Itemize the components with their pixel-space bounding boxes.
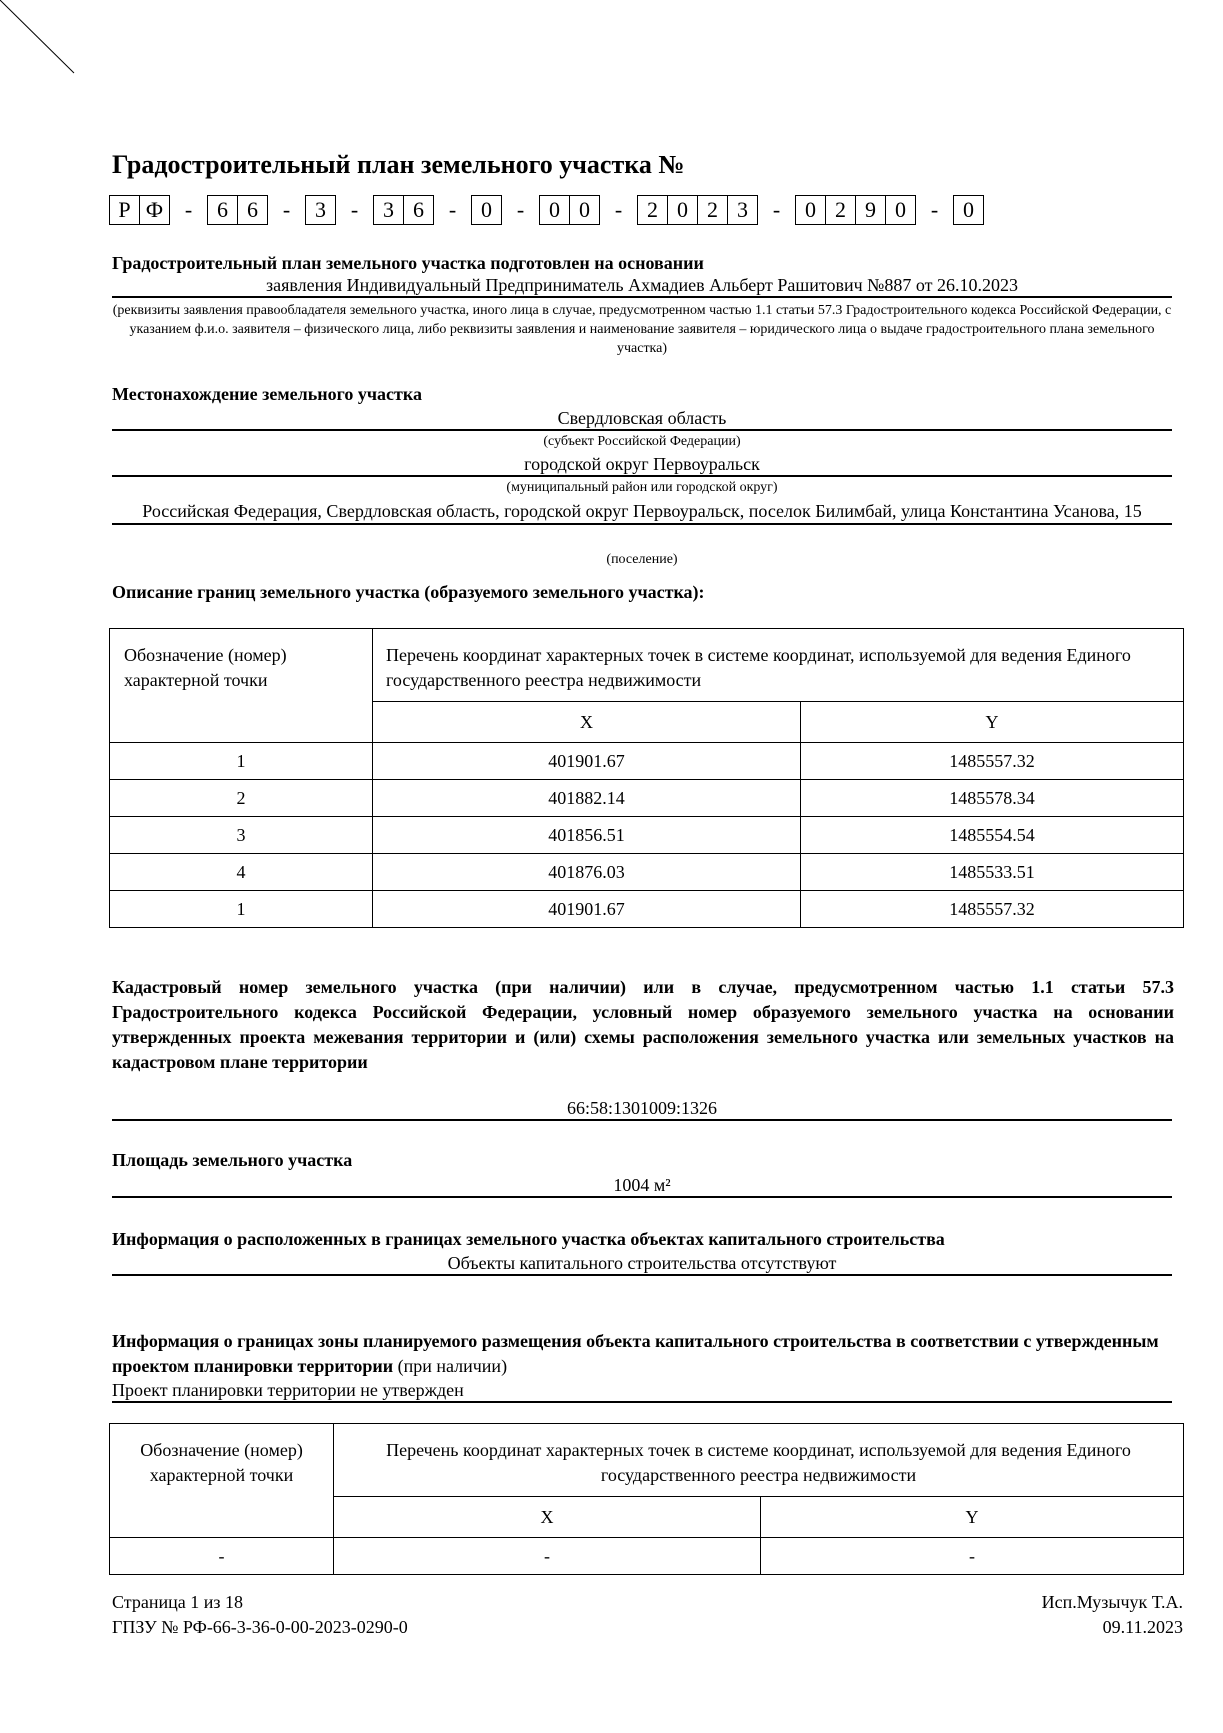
location-heading: Местонахождение земельного участка — [112, 384, 422, 404]
code-char-box: 0 — [569, 195, 600, 225]
document-date: 09.11.2023 — [1102, 1617, 1183, 1637]
code-group — [207, 195, 268, 225]
code-separator: - — [282, 197, 291, 222]
cell-x: 401876.03 — [373, 854, 801, 891]
planning-zone-heading-note: (при наличии) — [393, 1356, 508, 1376]
header-y: Y — [761, 1497, 1184, 1538]
code-char-box: 0 — [471, 195, 502, 225]
code-separator: - — [614, 197, 623, 222]
capital-objects-heading: Информация о расположенных в границах земельного участка объектах капитального строительства — [112, 1229, 945, 1249]
table-row — [110, 817, 1184, 854]
code-separator: - — [448, 197, 457, 222]
corner-fold-line — [0, 0, 100, 100]
header-y: Y — [801, 702, 1184, 743]
code-char-box: 3 — [373, 195, 404, 225]
code-char-box: 6 — [403, 195, 434, 225]
cell-y: 1485557.32 — [801, 743, 1184, 780]
code-group — [539, 195, 600, 225]
document-id: ГПЗУ № РФ-66-3-36-0-00-2023-0290-0 — [112, 1617, 408, 1637]
cell-point: 1 — [110, 743, 373, 780]
cell-point: 3 — [110, 817, 373, 854]
area-value: 1004 м² — [112, 1174, 1172, 1198]
planning-zone-coordinates-table — [109, 1423, 1184, 1575]
location-subject-value: Свердловская область — [112, 407, 1172, 431]
footer-left — [112, 1590, 408, 1640]
header-x: X — [334, 1497, 761, 1538]
table-row — [110, 1538, 1184, 1575]
cell-y: 1485557.32 — [801, 891, 1184, 928]
location-settlement-caption: (поселение) — [606, 552, 678, 567]
cell-x: 401856.51 — [373, 817, 801, 854]
footer-right — [1042, 1590, 1183, 1640]
boundaries-coordinates-table — [109, 628, 1184, 928]
planning-zone-heading-bold: Информация о границах зоны планируемого размещения объекта капитального строительства в соответствии с утвержденным проектом планировки территории — [112, 1331, 1159, 1376]
page-title: Градостроительный план земельного участка № — [112, 150, 685, 179]
basis-heading: Градостроительный план земельного участка подготовлен на основании — [112, 253, 704, 273]
area-heading: Площадь земельного участка — [112, 1150, 353, 1170]
cadastral-heading: Кадастровый номер земельного участка (при наличии) или в случае, предусмотренном частью 1.1 статьи 57.3 Градостроительного кодекса Российской Федерации, условный номер образуемого земельного участка на основании утвержденных проекта межевания территории и (или) схемы расположения земельного участка или земельных участков на кадастровом плане территории — [112, 977, 1174, 1072]
basis-value: заявления Индивидуальный Предприниматель Ахмадиев Альберт Рашитович №887 от 26.10.2023 — [112, 274, 1172, 298]
code-char-box: 2 — [697, 195, 728, 225]
code-char-box: 2 — [825, 195, 856, 225]
location-settlement-value: Российская Федерация, Свердловская область, городской округ Первоуральск, поселок Билимбай, улица Константина Усанова, 15 — [112, 500, 1172, 525]
table-row — [110, 891, 1184, 928]
page-number: Страница 1 из 18 — [112, 1592, 243, 1612]
code-separator: - — [930, 197, 939, 222]
code-group — [795, 195, 916, 225]
cell-x: - — [334, 1538, 761, 1575]
cell-point: - — [110, 1538, 334, 1575]
code-separator: - — [350, 197, 359, 222]
cell-x: 401882.14 — [373, 780, 801, 817]
capital-objects-value: Объекты капитального строительства отсутствуют — [112, 1252, 1172, 1276]
code-char-box: 6 — [207, 195, 238, 225]
table-row — [110, 743, 1184, 780]
code-char-box: 0 — [953, 195, 984, 225]
header-point: Обозначение (номер) характерной точки — [110, 629, 373, 743]
cell-x: 401901.67 — [373, 743, 801, 780]
boundaries-heading: Описание границ земельного участка (образуемого земельного участка): — [112, 582, 705, 602]
code-char-box: Р — [109, 195, 140, 225]
location-district-caption: (муниципальный район или городской округ) — [506, 480, 778, 495]
code-group — [373, 195, 434, 225]
cell-point: 1 — [110, 891, 373, 928]
planning-zone-value: Проект планировки территории не утвержден — [112, 1379, 1172, 1403]
code-group — [305, 195, 336, 225]
header-point: Обозначение (номер) характерной точки — [110, 1424, 334, 1538]
cadastral-number: 66:58:1301009:1326 — [112, 1097, 1172, 1121]
header-x: X — [373, 702, 801, 743]
table-row — [110, 854, 1184, 891]
cell-point: 2 — [110, 780, 373, 817]
code-group — [109, 195, 170, 225]
code-char-box: 0 — [795, 195, 826, 225]
code-char-box: 2 — [637, 195, 668, 225]
executor: Исп.Музычук Т.А. — [1041, 1592, 1183, 1612]
code-char-box: 3 — [727, 195, 758, 225]
basis-caption: (реквизиты заявления правообладателя земельного участка, иного лица в случае, предусмотренном частью 1.1 статьи 57.3 Градостроительного кодекса Российской Федерации, с указанием ф.и.о. заявителя – физического лица, либо реквизиты заявления и наименование заявителя – юридического лица о выдаче градостроительного плана земельного участка) — [112, 303, 1172, 356]
cell-y: - — [761, 1538, 1184, 1575]
code-char-box: 0 — [885, 195, 916, 225]
cell-y: 1485578.34 — [801, 780, 1184, 817]
cell-y: 1485554.54 — [801, 817, 1184, 854]
cell-point: 4 — [110, 854, 373, 891]
code-separator: - — [184, 197, 193, 222]
code-separator: - — [516, 197, 525, 222]
location-subject-caption: (субъект Российской Федерации) — [543, 434, 741, 449]
location-district-value: городской округ Первоуральск — [112, 453, 1172, 477]
code-char-box: 6 — [237, 195, 268, 225]
planning-zone-heading — [112, 1329, 1177, 1379]
code-char-box: Ф — [139, 195, 170, 225]
plan-number-code — [109, 195, 984, 225]
code-char-box: 0 — [667, 195, 698, 225]
code-group — [471, 195, 502, 225]
code-group — [637, 195, 758, 225]
cell-y: 1485533.51 — [801, 854, 1184, 891]
table-row — [110, 780, 1184, 817]
code-separator: - — [772, 197, 781, 222]
code-char-box: 3 — [305, 195, 336, 225]
header-coordinates: Перечень координат характерных точек в системе координат, используемой для ведения Единого государственного реестра недвижимости — [373, 629, 1184, 702]
code-char-box: 0 — [539, 195, 570, 225]
cell-x: 401901.67 — [373, 891, 801, 928]
code-char-box: 9 — [855, 195, 886, 225]
code-group — [953, 195, 984, 225]
header-coordinates: Перечень координат характерных точек в системе координат, используемой для ведения Единого государственного реестра недвижимости — [334, 1424, 1184, 1497]
